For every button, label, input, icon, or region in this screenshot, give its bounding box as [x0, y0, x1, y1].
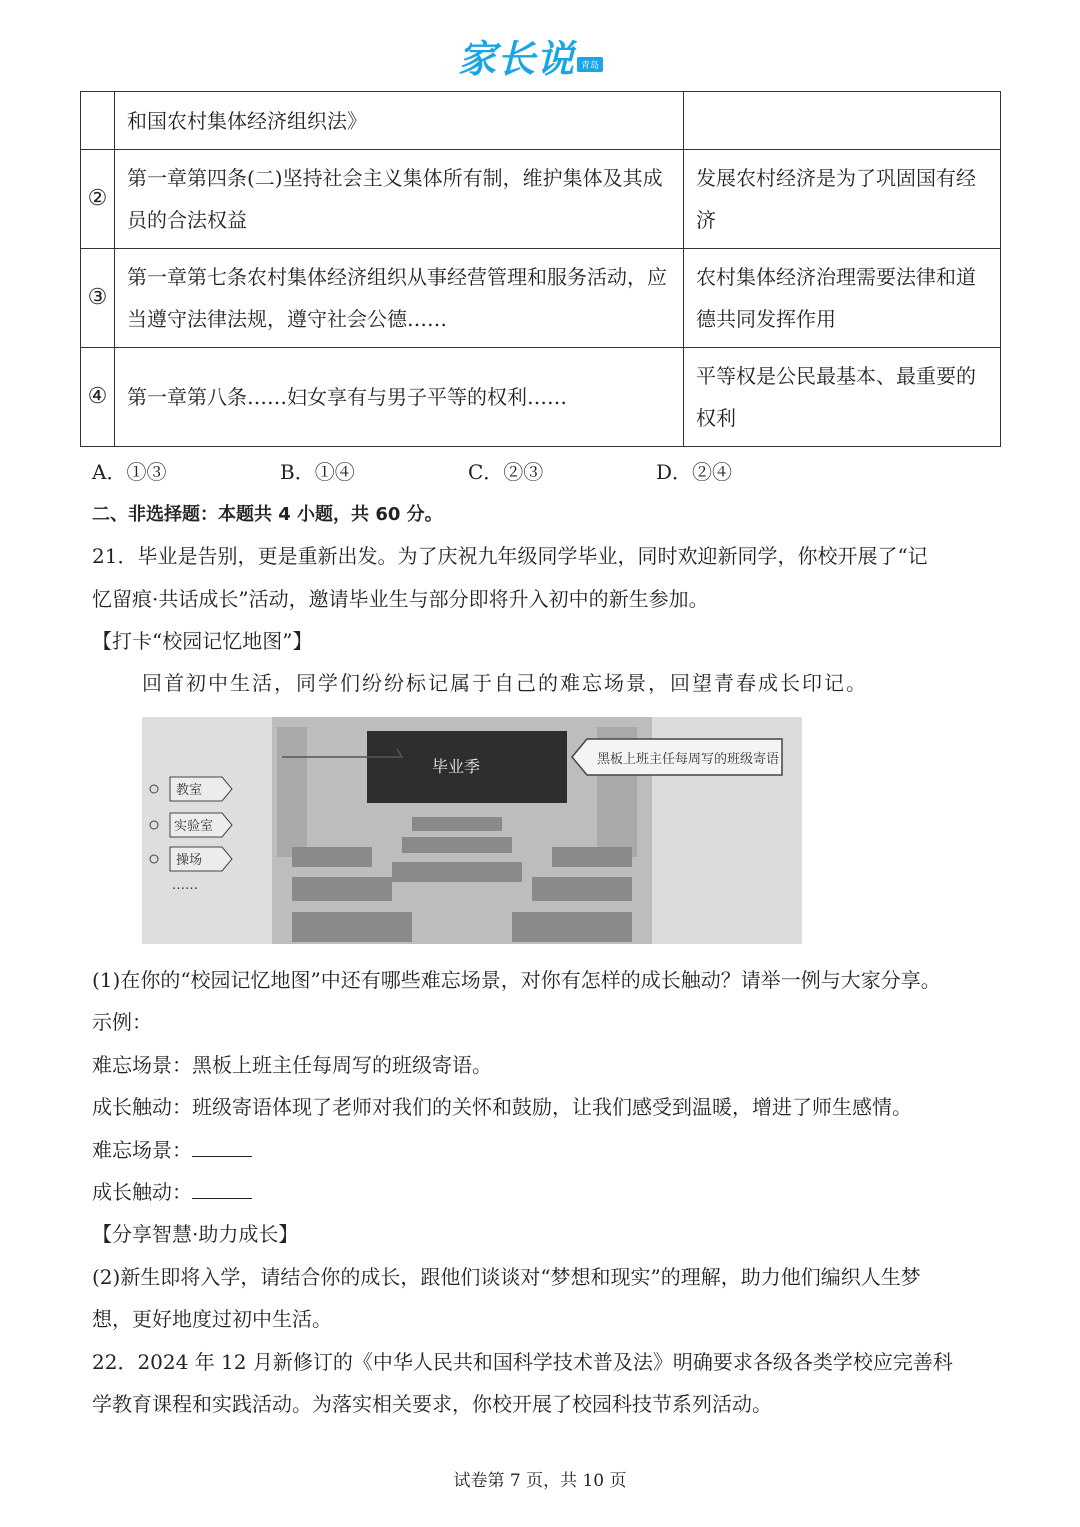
touch-answer-line [92, 1178, 252, 1206]
example-touch: 成长触动：班级寄语体现了老师对我们的关怀和鼓励，让我们感受到温暖，增进了师生感情。 [92, 1095, 912, 1119]
brand-logo [458, 38, 603, 80]
table-row [81, 348, 1001, 447]
tag-classroom: 教室 [176, 783, 203, 798]
choice-d: D．②④ [656, 460, 733, 484]
scene-label: 难忘场景： [92, 1138, 192, 1162]
table-row [81, 249, 1001, 348]
section-title: 二、非选择题：本题共 4 小题，共 60 分。 [92, 504, 443, 525]
answer-choices [92, 458, 732, 486]
q21-part2-line2: 想，更好地度过初中生活。 [92, 1307, 332, 1331]
q22-line2: 学教育课程和实践活动。为落实相关要求，你校开展了校园科技节系列活动。 [92, 1392, 772, 1416]
q21-part1: (1)在你的“校园记忆地图”中还有哪些难忘场景，对你有怎样的成长触动？请举一例与大家分享。 [92, 968, 941, 992]
choice-c: C．②③ [468, 460, 544, 484]
row-number: ③ [81, 249, 115, 348]
row-number: ④ [81, 348, 115, 447]
blackboard-text: 毕业季 [432, 757, 481, 776]
example-scene: 难忘场景：黑板上班主任每周写的班级寄语。 [92, 1053, 492, 1077]
row-comment: 农村集体经济治理需要法律和道德共同发挥作用 [684, 249, 1001, 348]
q21-heading1: 【打卡“校园记忆地图”】 [92, 629, 313, 653]
q21-part2-line1: (2)新生即将入学，请结合你的成长，跟他们谈谈对“梦想和现实”的理解，助力他们编织人生梦 [92, 1265, 921, 1289]
row-content: 第一章第八条……妇女享有与男子平等的权利…… [115, 348, 684, 447]
classroom-illustration [142, 717, 802, 944]
row-comment: 发展农村经济是为了巩固国有经济 [684, 150, 1001, 249]
row-number: ② [81, 150, 115, 249]
row-number [81, 92, 115, 150]
table-row [81, 150, 1001, 249]
callout-text: 黑板上班主任每周写的班级寄语 [597, 752, 780, 767]
row-content: 第一章第四条(二)坚持社会主义集体所有制，维护集体及其成员的合法权益 [115, 150, 684, 249]
q22-line1: 22．2024 年 12 月新修订的《中华人民共和国科学技术普及法》明确要求各级各类学校应完善科 [92, 1350, 953, 1374]
choice-a: A．①③ [92, 460, 167, 484]
table-row [81, 92, 1001, 150]
logo-badge: 青岛 [577, 57, 603, 72]
options-table [80, 91, 1001, 447]
touch-blank[interactable] [192, 1178, 252, 1199]
choice-b: B．①④ [280, 460, 355, 484]
q21-intro: 回首初中生活，同学们纷纷标记属于自己的难忘场景，回望青春成长印记。 [142, 671, 868, 695]
classroom-photo [142, 717, 802, 944]
row-content: 和国农村集体经济组织法》 [115, 92, 684, 150]
q21-heading2: 【分享智慧·助力成长】 [92, 1222, 299, 1246]
scene-answer-line [92, 1136, 252, 1164]
q21-line1: 21．毕业是告别，更是重新出发。为了庆祝九年级同学毕业，同时欢迎新同学，你校开展了“记 [92, 544, 928, 568]
page-footer: 试卷第 7 页，共 10 页 [453, 1471, 627, 1491]
example-label: 示例： [92, 1010, 152, 1034]
tag-more: …… [172, 878, 198, 893]
touch-label: 成长触动： [92, 1180, 192, 1204]
tag-playground: 操场 [176, 853, 203, 868]
tag-lab: 实验室 [174, 819, 214, 834]
logo-text: 家长说 [458, 37, 576, 81]
scene-blank[interactable] [192, 1136, 252, 1157]
row-comment: 平等权是公民最基本、最重要的权利 [684, 348, 1001, 447]
row-content: 第一章第七条农村集体经济组织从事经营管理和服务活动，应当遵守法律法规，遵守社会公德…… [115, 249, 684, 348]
row-comment [684, 92, 1001, 150]
q21-line2: 忆留痕·共话成长”活动，邀请毕业生与部分即将升入初中的新生参加。 [92, 587, 709, 611]
